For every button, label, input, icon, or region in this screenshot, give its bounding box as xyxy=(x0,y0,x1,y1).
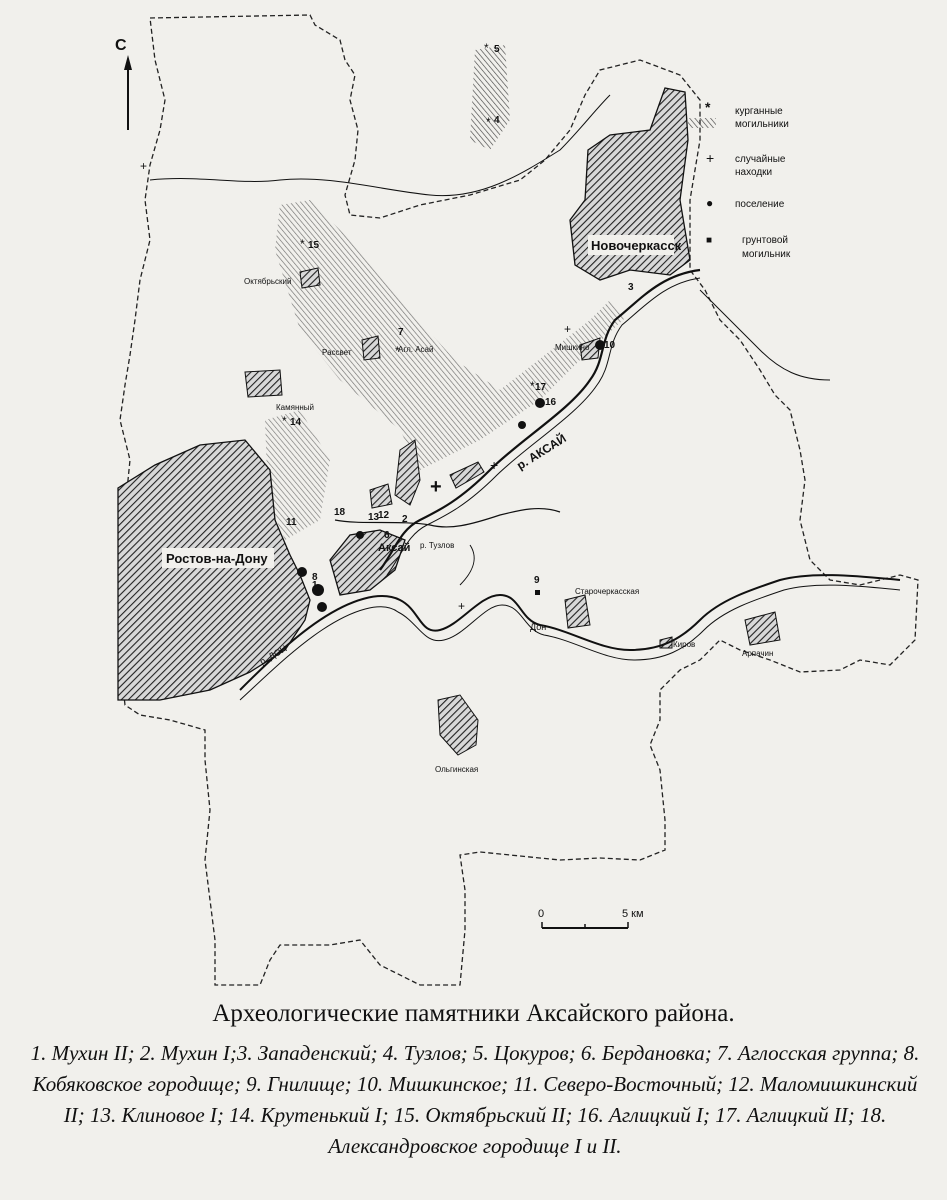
scale-bar xyxy=(538,908,644,928)
find-marker: + xyxy=(140,159,148,173)
scale-start-label: 0 xyxy=(538,908,545,920)
find-marker: + xyxy=(564,322,572,336)
aksay-label: Аксай xyxy=(378,542,411,554)
legend-kurgan-label-2: могильники xyxy=(735,119,789,130)
site-number-9: 9 xyxy=(534,575,540,586)
legend-kurgan-hatch xyxy=(688,118,716,128)
kurgan-groups xyxy=(265,45,625,540)
legend xyxy=(688,99,791,260)
legend-find-label-1: случайные xyxy=(735,154,786,165)
site-number-18: 18 xyxy=(334,507,346,518)
rassvet-label: Рассвет xyxy=(322,348,352,357)
aglos-label: Агл. Асай xyxy=(398,345,434,354)
site-number-14: 14 xyxy=(290,417,302,428)
kurgan-marker: * xyxy=(300,237,305,251)
arpachin-label: Арпачин xyxy=(742,649,774,658)
legend-burial-label-1: грунтовой xyxy=(742,235,788,246)
legend-settlement-icon: ● xyxy=(706,196,714,210)
north-arrow xyxy=(115,37,132,130)
aksay-town xyxy=(330,530,405,595)
tuzlov-river-label: р. Тузлов xyxy=(420,541,455,550)
kurgan-marker: * xyxy=(530,379,535,393)
legend-settlement-label: поселение xyxy=(735,199,785,210)
site-number-12: 12 xyxy=(378,510,390,521)
legend-burial-icon: ■ xyxy=(706,235,713,246)
legend-kurgan-label-1: курганные xyxy=(735,106,783,117)
kurgan-marker: * xyxy=(395,344,400,358)
site-number-2: 2 xyxy=(402,514,408,525)
settlement-marker xyxy=(518,421,526,429)
site-number-4: 4 xyxy=(494,115,500,126)
oktyabrsky-label: Октябрьский xyxy=(244,277,292,286)
caption-title: Археологические памятники Аксайского района. xyxy=(212,1000,735,1027)
site-number-13: 13 xyxy=(368,512,380,523)
aksay-river-label: р. АКСАЙ xyxy=(514,431,569,473)
site-number-17: 17 xyxy=(535,382,547,393)
don-small-label: Дон xyxy=(530,622,547,632)
scale-end-label: 5 км xyxy=(622,908,644,920)
kurgan-marker: * xyxy=(282,414,287,428)
starocherkassk-label: Старочеркасская xyxy=(575,587,640,596)
rostov-label: Ростов-на-Дону xyxy=(166,551,268,566)
site-number-8: 8 xyxy=(312,572,318,583)
site-number-3: 3 xyxy=(628,282,634,293)
north-label: С xyxy=(115,37,127,54)
site-number-5: 5 xyxy=(494,44,500,55)
site-number-1: 1 xyxy=(312,580,318,591)
find-marker: + xyxy=(430,476,442,498)
settlement-marker xyxy=(356,531,364,539)
burial-ground-marker xyxy=(535,590,540,595)
site-number-15: 15 xyxy=(308,240,320,251)
site-number-7: 7 xyxy=(398,327,404,338)
kirov-label: Киров xyxy=(673,640,696,649)
novocherkassk-label: Новочеркасск xyxy=(591,238,682,253)
site-number-10: 10 xyxy=(604,340,616,351)
kamenny-label: Камянный xyxy=(276,403,314,412)
kurgan-marker: * xyxy=(484,41,489,55)
legend-find-icon: + xyxy=(706,150,715,166)
don-river-label: р. ДОН xyxy=(258,643,289,667)
find-marker: + xyxy=(490,457,499,473)
caption-list: 1. Мухин II; 2. Мухин I;3. Западенский; 4. Тузлов; 5. Цокуров; 6. Бердановка; 7. Аглосская группа; 8. Кобяковское городище; 9. Гнилище; 10. Мишкинское; 11. Северо-Восточный; 12. Маломишкинский II; 13. Клиновое I; 14. Крутенький I; 15. Октябрьский II; 16. Аглицкий I; 17. Аглицкий II; 18. Александровское городище I и II. xyxy=(30,1041,920,1158)
mishkino-label: Мишкино xyxy=(555,343,590,352)
olginskaya-label: Ольгинская xyxy=(435,765,479,774)
settlement-marker xyxy=(297,567,307,577)
find-marker: + xyxy=(458,599,466,613)
settlement-marker xyxy=(535,398,545,408)
settlement-marker xyxy=(317,602,327,612)
site-number-11: 11 xyxy=(286,517,297,528)
kurgan-marker: * xyxy=(486,115,491,129)
legend-burial-label-2: могильник xyxy=(742,249,791,260)
site-number-16: 16 xyxy=(545,397,557,408)
legend-find-label-2: находки xyxy=(735,167,773,178)
site-number-6: 6 xyxy=(384,530,390,541)
legend-kurgan-icon: * xyxy=(705,99,711,115)
